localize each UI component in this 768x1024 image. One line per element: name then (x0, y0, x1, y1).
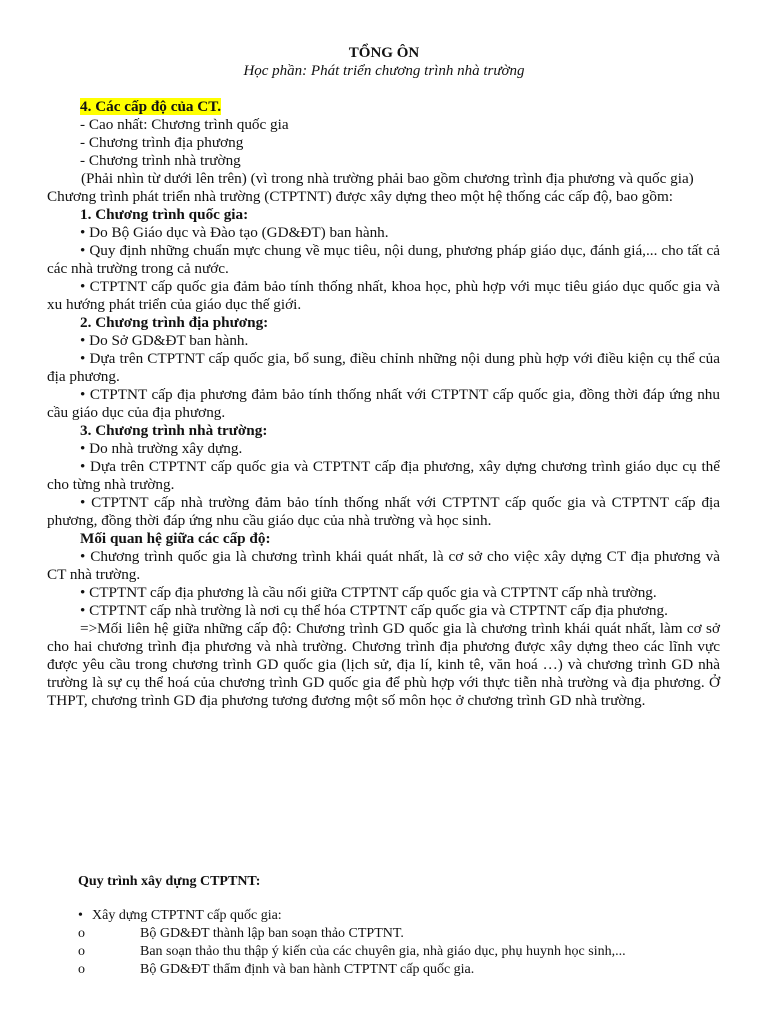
circle-bullet-icon: o (78, 962, 85, 977)
bullet-item: • Chương trình quốc gia là chương trình khái quát nhất, là cơ sở cho việc xây dựng CT địa phương và CT nhà trường. (47, 548, 720, 583)
bullet-item: • Dựa trên CTPTNT cấp quốc gia và CTPTNT cấp địa phương, xây dựng chương trình giáo dục cụ thể cho từng nhà trường. (47, 458, 720, 493)
note-paragraph: (Phải nhìn từ dưới lên trên) (vì trong nhà trường phải bao gồm chương trình địa phương và quốc gia) (81, 170, 694, 187)
bullet-item: • Do Bộ Giáo dục và Đào tạo (GD&ĐT) ban hành. (80, 224, 389, 241)
section-heading-levels: 4. Các cấp độ của CT. (80, 98, 222, 115)
process-step-row (78, 925, 718, 943)
process-step: Ban soạn thảo thu thập ý kiến của các chuyên gia, nhà giáo dục, phụ huynh học sinh,... (140, 944, 626, 959)
bullet-item: • Do nhà trường xây dựng. (80, 440, 243, 457)
bullet-item: • Do Sở GD&ĐT ban hành. (80, 332, 249, 349)
level-item: - Chương trình địa phương (80, 134, 244, 151)
circle-bullet-icon: o (78, 926, 85, 941)
bullet-item: • CTPTNT cấp địa phương đảm bảo tính thống nhất với CTPTNT cấp quốc gia, đồng thời đáp ứng nhu cầu giáo dục của địa phương. (47, 386, 720, 421)
relation-heading: Mối quan hệ giữa các cấp độ: (80, 530, 271, 547)
bullet-item: • CTPTNT cấp nhà trường đảm bảo tính thống nhất với CTPTNT cấp quốc gia và CTPTNT cấp địa phương, đồng thời đáp ứng nhu cầu giáo dục của nhà trường và học sinh. (47, 494, 720, 529)
local-heading: 2. Chương trình địa phương: (80, 314, 269, 331)
document-title: TỔNG ÔN (348, 45, 420, 61)
process-heading: Quy trình xây dựng CTPTNT: (78, 874, 261, 889)
bullet-item: • CTPTNT cấp địa phương là cầu nối giữa CTPTNT cấp quốc gia và CTPTNT cấp nhà trường. (80, 584, 657, 601)
document-body (47, 98, 720, 710)
process-bullet-text: Xây dựng CTPTNT cấp quốc gia: (92, 908, 282, 923)
intro-paragraph: Chương trình phát triển nhà trường (CTPTNT) được xây dựng theo một hệ thống các cấp độ, bao gồm: (47, 188, 674, 205)
process-step: Bộ GD&ĐT thành lập ban soạn thảo CTPTNT. (140, 926, 404, 941)
national-heading: 1. Chương trình quốc gia: (80, 206, 249, 223)
school-heading: 3. Chương trình nhà trường: (80, 422, 268, 439)
process-step-row (78, 961, 718, 979)
process-step: Bộ GD&ĐT thẩm định và ban hành CTPTNT cấp quốc gia. (140, 962, 475, 977)
level-item: - Cao nhất: Chương trình quốc gia (80, 116, 289, 133)
circle-bullet-icon: o (78, 944, 85, 959)
bullet-item: • Dựa trên CTPTNT cấp quốc gia, bổ sung, điều chỉnh những nội dung phù hợp với điều kiện cụ thể của địa phương. (47, 350, 720, 385)
bullet-item: • CTPTNT cấp nhà trường là nơi cụ thể hóa CTPTNT cấp quốc gia và CTPTNT cấp địa phương. (80, 602, 668, 619)
process-list (78, 907, 718, 979)
conclusion-paragraph: =>Mối liên hệ giữa những cấp độ: Chương trình GD quốc gia là chương trình khái quát nhất, làm cơ sở cho hai chương trình địa phương và nhà trường. Chương trình địa phương được xây dựng theo các lĩnh vực được yêu cầu trong chương trình GD quốc gia (lịch sử, địa lí, kinh tê, văn hoá …) và chương trình GD nhà trường là sự cụ thể hoá của chương trình GD quốc gia để phù hợp với thực tiễn nhà trường và địa phương. Ở THPT, chương trình GD địa phương tương đương một số môn học ở chương trình GD nhà trường. (47, 620, 720, 709)
bullet-icon: • (78, 908, 83, 923)
level-item: - Chương trình nhà trường (80, 152, 241, 169)
bullet-item: • Quy định những chuẩn mực chung về mục tiêu, nội dung, phương pháp giáo dục, đánh giá,... cho tất cả các nhà trường trong cả nước. (47, 242, 720, 277)
bullet-item: • CTPTNT cấp quốc gia đảm bảo tính thống nhất, khoa học, phù hợp với mục tiêu giáo dục quốc gia và xu hướng phát triển của giáo dục thế giới. (47, 278, 720, 313)
process-bullet-row (78, 907, 718, 925)
document-subtitle: Học phần: Phát triển chương trình nhà trường (243, 63, 525, 79)
process-step-row (78, 943, 718, 961)
